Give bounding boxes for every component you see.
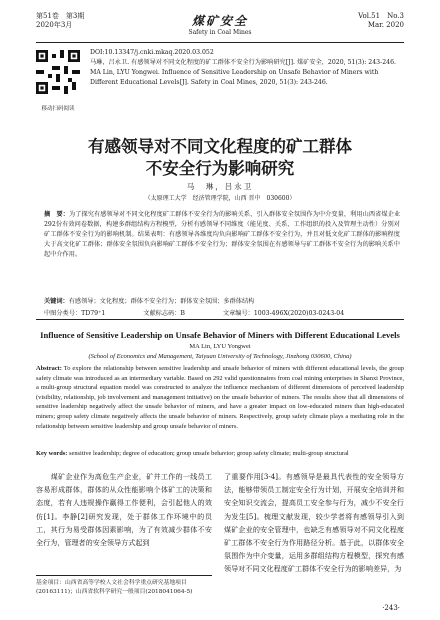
title-zh-line1: 有感领导对不同文化程度的矿工群体	[88, 137, 352, 156]
article-number: 文章编号：1003-496X(2020)03-0243-04	[222, 310, 345, 317]
document-code: 文献标志码：B	[143, 310, 185, 317]
abstract-en-text: To explore the relationship between sensitive leadership and unsafe behavior of miners with different educational levels, the group safety climate was introduced as an intermediary variable. Based on 292 valid questionnaires from coal mining enterprises in Shanxi Province, a multi-group structural equation model was constructed to analyze the influence mechanism of different dimensions of perceived leadership (visibility, relationship, job involvement and management initiative) on the unsafe behavior of miners. The results show that all dimensions of sensitive leadership negatively affect the unsafe behavior of miners, and have a greater impact on low-educated miners than high-educated miners; group safety climate negatively affects the unsafe behavior of miners. Respectively, group safety climate plays a mediating role in the relationship between sensitive leadership and group unsafe behavior of miners.	[36, 365, 405, 430]
doi[interactable]: DOI:10.13347/j.cnki.mkaq.2020.03.052	[90, 49, 214, 56]
citation-zh: 马琳，吕永卫. 有感领导对不同文化程度的矿工群体不安全行为影响研究[J]. 煤矿安全，2020, 51(3): 243-246.	[90, 59, 396, 66]
abstract-en-label: Abstract:	[36, 365, 62, 372]
citation-en: MA Lin, LYU Yongwei. Influence of Sensitive Leadership on Unsafe Behavior of Miners with Different Educational Levels[J]. Safety in Coal Mines, 2020, 51(3): 243-246.	[90, 69, 379, 86]
header-volume-en: Vol.51 No.3	[358, 12, 404, 20]
running-header	[36, 12, 404, 43]
citation-block	[90, 48, 404, 88]
keywords-en-label: Key words:	[36, 450, 68, 457]
keywords-en-text: sensitive leadership; degree of education; group unsafe behavior; group safety climate; multi-group structural	[69, 450, 349, 457]
body-column-right: 了重要作用[3-4]。有感领导是最具代表性的安全领导方法，能够带领员工制定安全行为计划，开展安全培训并和安全知识交流会，提高员工安全参与行为，减少不安全行为发生[5]。梳理文献发现，较少学者将有感领导引入到煤矿企业的安全管理中，也缺乏有感领导对不同文化程度矿工群体不安全行为作用路径分析。基于此，以群体安全氛围作为中介变量，运用多群组结构方程模型，探究有感领导对不同文化程度矿工群体不安全行为的影响差异，为	[224, 472, 404, 574]
abstract-zh-text: 为了探究有感领导对不同文化程度矿工群体不安全行为的影响关系，引入群体安全氛围作为中介变量，利用山西省煤企业292份有效问卷数据，构建多群组结构方程模型，分析有感领导不同维度（能见度、关系、工作组织的投入及管理主动性）分别对矿工群体不安全行为的影响机制。结果表明：有感领导各维度均负向影响矿工群体不安全行为，并且对低文化矿工群体的影响程度大于高文化矿工群体；群体安全氛围负向影响矿工群体不安全行为；群体安全氛围在有感领导与矿工群体不安全行为的影响关系中起中介作用。	[44, 211, 401, 258]
authors-zh: 马 琳，吕永卫	[186, 182, 254, 191]
qr-caption: 移动扫码阅读	[41, 106, 75, 112]
article-title-zh	[0, 136, 440, 180]
journal-masthead	[36, 12, 404, 36]
page-number: ·243·	[382, 604, 400, 612]
abstract-zh	[44, 210, 400, 260]
qr-code-icon	[36, 50, 80, 94]
header-date: 2020年3月	[36, 21, 73, 29]
keywords-zh-label: 关键词：	[44, 298, 69, 305]
journal-title-zh: 煤矿安全	[191, 14, 248, 28]
affiliation-en: (School of Economics and Management, Taiyuan University of Technology, Jinzhong 030600, China)	[88, 353, 352, 360]
title-zh-line2: 不安全行为影响研究	[145, 159, 295, 178]
abstract-en	[36, 364, 404, 431]
article-meta	[36, 48, 404, 126]
classification-line	[44, 308, 400, 317]
abstract-zh-label: 摘 要：	[44, 211, 69, 218]
funding-footnote: 基金项目：山西省高等学校人文社会科学重点研究基地项目(20163111)；山西省软科学研究一般项目(2018041064-5)	[36, 575, 212, 597]
header-volume: 第51卷 第3期	[36, 12, 85, 20]
keywords-zh-text: 有感领导；文化程度；群体不安全行为；群体安全氛围；多群体结构	[68, 298, 255, 305]
header-date-en: Mar. 2020	[367, 21, 404, 29]
keywords-zh	[44, 296, 400, 305]
body-column-left: 煤矿企业作为高危生产企业，矿井工作的一线员工容易形成群体，群体的从众性能影响个体矿工的决策和态度，若有人违规操作赢得工作便利，会引起他人的效仿[1]。李静[2]研究发现，处于群体工作环境中的员工，其行为易受群体因素影响，为了有效减少群体不安全行为，管理者的安全领导方式起到	[36, 472, 212, 548]
authors-en: MA Lin, LYU Yongwei	[189, 343, 251, 350]
keywords-en	[36, 450, 404, 457]
header-volume-info-en	[358, 12, 404, 30]
article-title-en: Influence of Sensitive Leadership on Unsafe Behavior of Miners with Different Educational Levels	[40, 330, 400, 340]
divider	[36, 319, 404, 320]
affiliation-zh: （太原理工大学 经济管理学院，山西 晋中 030600）	[144, 195, 296, 202]
clc-number: 中图分类号：TD79⁺1	[44, 310, 106, 317]
journal-title-en: Safety in Coal Mines	[188, 29, 252, 36]
